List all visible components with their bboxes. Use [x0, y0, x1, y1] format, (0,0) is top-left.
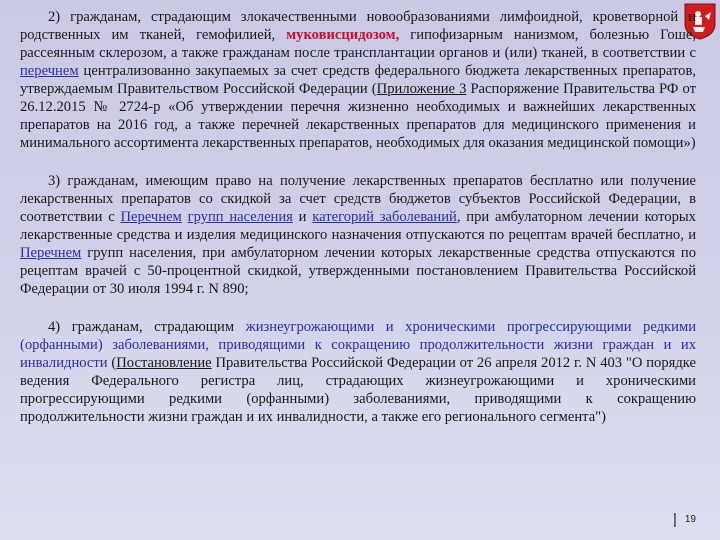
- text: групп населения, при амбулаторном лечении которых лекарственные средства отпускаются по рецептам врачей с 50-процентной скидкой, утвержденными постановлением Правительства Российской Федерации от 30 июля 1994 г. N 890;: [20, 245, 696, 297]
- footer-divider: |: [672, 511, 677, 528]
- link-appendix-3[interactable]: Приложение 3: [376, 81, 467, 97]
- text: гипофизарным нанизмом, болезнью Гоше, рассеянным склерозом, а также гражданам после трансплантации органов и (или) тканей, в соответствии с: [20, 27, 696, 61]
- text: 4) гражданам, страдающим: [48, 319, 246, 335]
- paragraph-2: [20, 8, 696, 152]
- paragraph-4: [20, 318, 696, 426]
- text: 3) гражданам, имеющим право на получение лекарственных препаратов бесплатно или получение лекарственных препаратов со скидкой за счет средств бюджетов субъектов Российской Федерации, в соответствии с: [20, 173, 696, 225]
- document-body: [20, 8, 696, 426]
- text: Распоряжение Правительства РФ от 26.12.2015 № 2724-р «Об утверждении перечня жизненно необходимых и важнейших лекарственных препаратов на 2016 год, а также перечней лекарственных препаратов для медицинского применения и минимального ассортимента лекарственных препаратов, необходимых для оказания медицинской помощи»): [20, 81, 697, 151]
- text: , при амбулаторном лечении которых лекарственные средства и изделия медицинского назначения отпускаются по рецептам врачей бесплатно, и: [20, 209, 696, 243]
- text: и: [292, 209, 313, 225]
- text: централизованно закупаемых за счет средств федерального бюджета лекарственных препаратов, утверждаемым Правительством Российской Федерации (: [20, 63, 696, 97]
- text: (: [107, 355, 117, 371]
- page-number: 19: [684, 514, 696, 525]
- paragraph-3: [20, 172, 696, 298]
- link-disease-categories[interactable]: категорий заболеваний: [312, 209, 457, 225]
- link-perechen-2[interactable]: Перечнем: [20, 245, 82, 261]
- link-orphan-diseases[interactable]: жизнеугрожающими и хроническими прогрессирующими редкими (орфанными) заболеваниями, приводящими к сокращению продолжительности жизни граждан и их инвалидности: [20, 319, 696, 371]
- link-population-groups[interactable]: групп населения: [187, 209, 293, 225]
- highlight-muco: муковисцидозом,: [286, 27, 400, 43]
- link-resolution[interactable]: Постановление: [116, 355, 212, 371]
- page-footer: [673, 511, 696, 528]
- link-perechen[interactable]: перечнем: [20, 63, 79, 79]
- link-perechen-1[interactable]: Перечнем: [120, 209, 182, 225]
- text: 2) гражданам, страдающим злокачественными новообразованиями лимфоидной, кроветворной и родственных им тканей, гемофилией,: [20, 9, 696, 43]
- text: Правительства Российской Федерации от 26 апреля 2012 г. N 403 "О порядке ведения Федерального регистра лиц, страдающих жизнеугрожающими и хроническими прогрессирующими редкими (орфанными) заболеваниями, приводящими к сокращению продолжительности жизни граждан и их инвалидности, а также его регионального сегмента"): [20, 355, 696, 425]
